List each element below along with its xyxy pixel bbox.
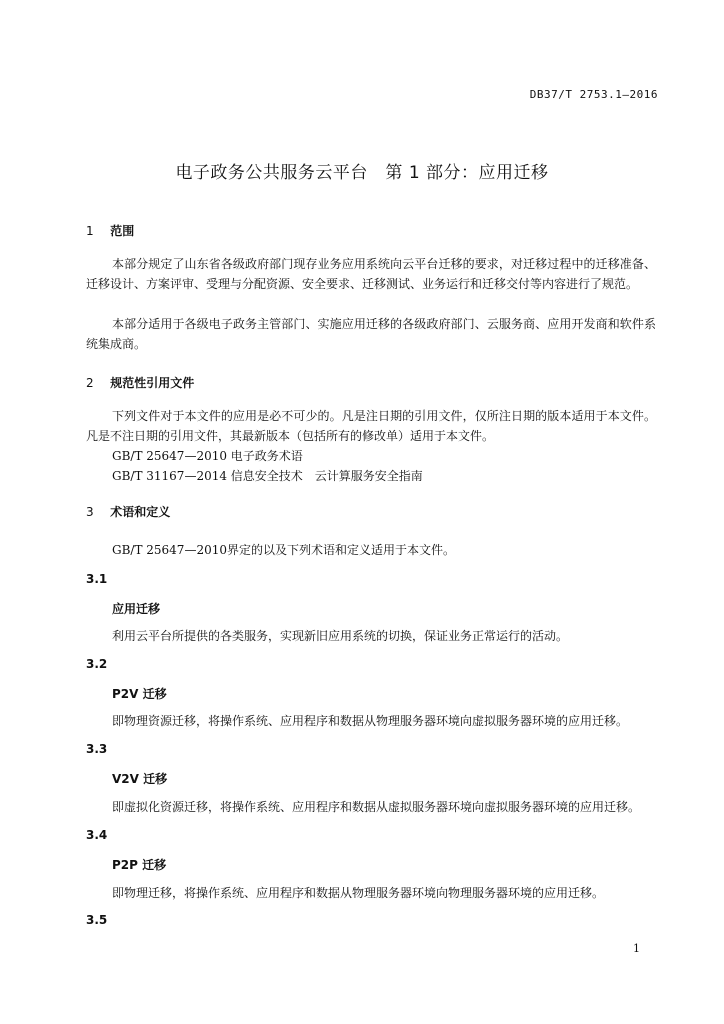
section-3-intro: GB/T 25647—2010界定的以及下列术语和定义适用于本文件。: [112, 543, 455, 557]
term-definition: 利用云平台所提供的各类服务，实现新旧应用系统的切换，保证业务正常运行的活动。: [112, 629, 569, 643]
normative-reference-2: GB/T 31167—2014 信息安全技术 云计算服务安全指南: [112, 469, 423, 483]
section-2-number: 2: [86, 376, 94, 390]
term-number: 3.3: [86, 742, 108, 756]
term-definition: 即物理资源迁移，将操作系统、应用程序和数据从物理服务器环境向虚拟服务器环境的应用迁移。: [112, 714, 629, 728]
document-title: 电子政务公共服务云平台 第 1 部分：应用迁移: [175, 163, 549, 183]
term-name: V2V 迁移: [112, 772, 168, 786]
page-number: 1: [633, 942, 640, 955]
term-number: 3.4: [86, 828, 108, 842]
section-3-heading: [86, 503, 170, 520]
term-name: P2V 迁移: [112, 687, 167, 701]
section-1-title: 范围: [110, 224, 135, 238]
section-1-heading: [86, 222, 134, 239]
section-2-paragraph: 下列文件对于本文件的应用是必不可少的。凡是注日期的引用文件，仅所注日期的版本适用于本文件。凡是不注日期的引用文件，其最新版本（包括所有的修改单）适用于本文件。: [86, 409, 656, 443]
section-2-heading: [86, 374, 194, 391]
standard-number: DB37/T 2753.1—2016: [529, 88, 658, 101]
section-1-number: 1: [86, 224, 94, 238]
section-1-paragraph-2: 本部分适用于各级电子政务主管部门、实施应用迁移的各级政府部门、云服务商、应用开发商和软件系统集成商。: [86, 317, 656, 351]
term-number: 3.5: [86, 913, 108, 927]
term-definition: 即物理迁移，将操作系统、应用程序和数据从物理服务器环境向物理服务器环境的应用迁移。: [112, 886, 605, 900]
normative-reference-1: GB/T 25647—2010 电子政务术语: [112, 449, 303, 463]
section-3-number: 3: [86, 505, 94, 519]
term-number: 3.2: [86, 657, 108, 671]
term-name: P2P 迁移: [112, 858, 167, 872]
section-2-title: 规范性引用文件: [110, 376, 195, 390]
section-1-paragraph-1: 本部分规定了山东省各级政府部门现存业务应用系统向云平台迁移的要求，对迁移过程中的迁移准备、迁移设计、方案评审、受理与分配资源、安全要求、迁移测试、业务运行和迁移交付等内容进行了规范。: [86, 257, 656, 291]
term-name: 应用迁移: [112, 602, 161, 616]
term-number: 3.1: [86, 572, 108, 586]
term-definition: 即虚拟化资源迁移，将操作系统、应用程序和数据从虚拟服务器环境向虚拟服务器环境的应用迁移。: [112, 800, 641, 814]
section-3-title: 术语和定义: [110, 505, 171, 519]
